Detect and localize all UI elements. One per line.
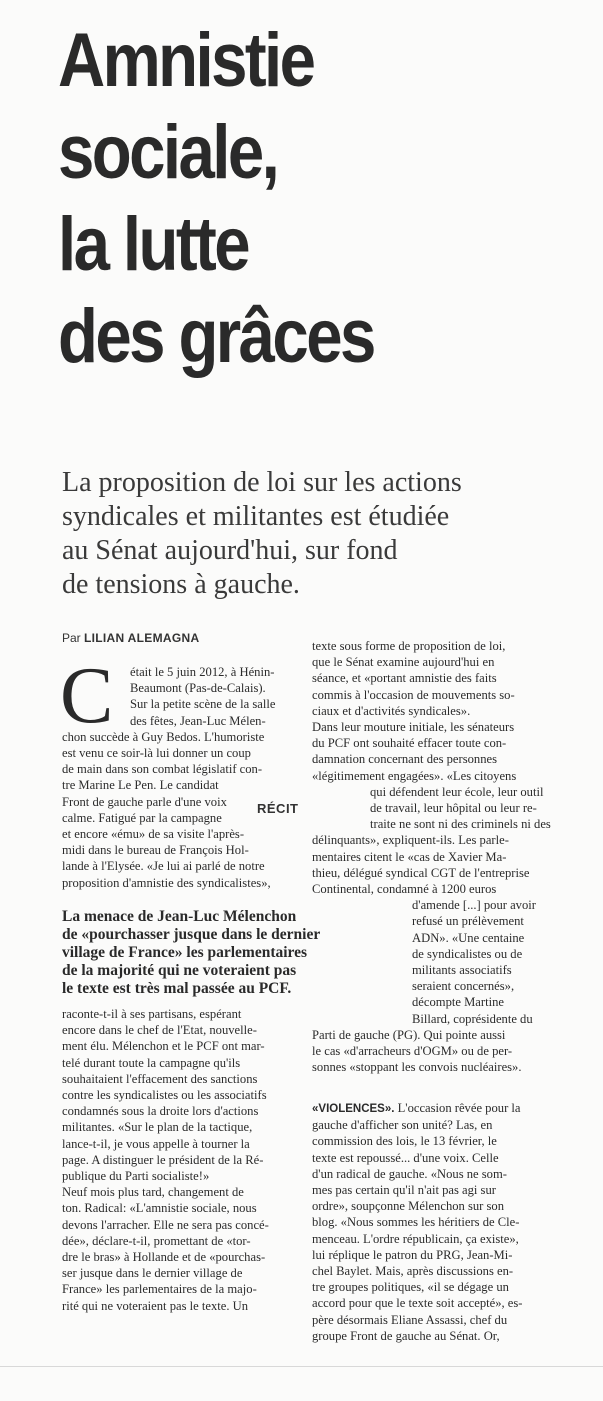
headline-line: des grâces bbox=[58, 294, 374, 379]
body-line: page. A distinguer le président de la Ré- bbox=[62, 1152, 264, 1167]
body-line: gauche d'afficher son unité? Las, en bbox=[312, 1118, 493, 1133]
body-line: délinquants», expliquent-ils. Les parle- bbox=[312, 833, 509, 848]
body-line: menceau. L'ordre républicain, ça existe», bbox=[312, 1231, 519, 1246]
body-line: décompte Martine bbox=[412, 995, 504, 1010]
body-line: texte sous forme de proposition de loi, bbox=[312, 639, 506, 653]
body-line: des fêtes, Jean-Luc Mélen- bbox=[130, 713, 266, 728]
body-line: dre le bras» à Hollande et de «pourchas- bbox=[62, 1250, 266, 1265]
standfirst-line: syndicales et militantes est étudiée bbox=[62, 501, 450, 532]
body-line: séance, et «portant amnistie des faits bbox=[312, 671, 497, 686]
subhead-label: «VIOLENCES». bbox=[312, 1103, 395, 1115]
body-line: sonnes «stoppant les convois nucléaires». bbox=[312, 1060, 522, 1075]
byline bbox=[62, 631, 199, 645]
body-line: tre Marine Le Pen. Le candidat bbox=[62, 778, 219, 793]
pull-quote-line: de la majorité qui ne voteraient pas bbox=[62, 962, 297, 979]
section-tag: RÉCIT bbox=[257, 801, 299, 816]
headline-line: la lutte bbox=[58, 202, 248, 287]
body-text: L'occasion rêvée pour la bbox=[394, 1101, 521, 1115]
body-line: raconte-t-il à ses partisans, espérant bbox=[62, 1007, 242, 1021]
body-line: ADN». «Une centaine bbox=[412, 930, 525, 945]
right-column-bottom bbox=[312, 1100, 555, 1344]
body-line: de travail, leur hôpital ou leur re- bbox=[370, 801, 537, 816]
body-line: texte est repoussé... d'une voix. Celle bbox=[312, 1150, 499, 1165]
byline-prefix: Par bbox=[62, 631, 81, 645]
body-line: mes pas certain qu'il n'ait pas agi sur bbox=[312, 1183, 496, 1198]
body-line: encore dans le chef de l'Etat, nouvelle- bbox=[62, 1023, 257, 1038]
standfirst-line: au Sénat aujourd'hui, sur fond bbox=[62, 535, 398, 566]
pull-quote-line: La menace de Jean-Luc Mélenchon bbox=[62, 908, 297, 925]
body-line: le cas «d'arracheurs d'OGM» ou de per- bbox=[312, 1044, 513, 1059]
body-line: rité qui ne voteraient pas le texte. Un bbox=[62, 1298, 249, 1313]
body-line: seraient concernés», bbox=[412, 979, 515, 994]
body-line: lande à l'Elysée. «Je lui ai parlé de notre bbox=[62, 859, 265, 874]
standfirst-line: de tensions à gauche. bbox=[62, 569, 300, 600]
body-line: père désormais Eliane Assassi, chef du bbox=[312, 1312, 508, 1327]
body-line: chon succède à Guy Bedos. L'humoriste bbox=[62, 729, 265, 744]
body-line: lance-t-il, je vous appelle à tourner la bbox=[62, 1136, 250, 1151]
body-line: Sur la petite scène de la salle bbox=[130, 697, 276, 712]
headline bbox=[58, 15, 374, 383]
body-line: ment élu. Mélenchon et le PCF ont mar- bbox=[62, 1039, 265, 1054]
body-line: est venu ce soir-là lui donner un coup bbox=[62, 746, 251, 761]
headline-line: sociale, bbox=[58, 110, 278, 195]
body-line: militantes. «Sur le plan de la tactique, bbox=[62, 1120, 253, 1135]
body-line: blog. «Nous sommes les héritiers de Cle- bbox=[312, 1215, 520, 1230]
body-line: contre les syndicalistes ou les associatifs bbox=[62, 1088, 267, 1103]
body-line: Dans leur mouture initiale, les sénateurs bbox=[312, 720, 515, 735]
body-line: damnation concernant des personnes bbox=[312, 752, 497, 767]
right-column-top bbox=[312, 638, 555, 1075]
body-line: ciaux et d'activités syndicales». bbox=[312, 703, 471, 718]
standfirst-line: La proposition de loi sur les actions bbox=[62, 467, 462, 498]
body-line: thieu, délégué syndical CGT de l'entreprise bbox=[312, 865, 530, 880]
body-line: publique du Parti socialiste!» bbox=[62, 1169, 210, 1184]
body-line: calme. Fatigué par la campagne bbox=[62, 810, 222, 825]
body-line: militants associatifs bbox=[412, 963, 512, 978]
body-line: commis à l'occasion de mouvements so- bbox=[312, 687, 515, 702]
body-line: lui réplique le patron du PRG, Jean-Mi- bbox=[312, 1247, 513, 1262]
body-line: refusé un prélèvement bbox=[412, 914, 524, 929]
body-line: telé durant toute la campagne qu'ils bbox=[62, 1055, 241, 1070]
body-line: et encore «ému» de sa visite l'après- bbox=[62, 827, 245, 842]
headline-line: Amnistie bbox=[58, 18, 314, 103]
body-line: accord pour que le texte soit accepté», es- bbox=[312, 1296, 523, 1311]
pull-quote-line: de «pourchasser jusque dans le dernier bbox=[62, 926, 321, 943]
left-column-bottom bbox=[62, 1006, 302, 1314]
standfirst bbox=[62, 466, 582, 602]
body-line: ser jusque dans le dernier village de bbox=[62, 1266, 243, 1281]
pull-quote-line: village de France» les parlementaires bbox=[62, 944, 308, 961]
drop-cap: C bbox=[60, 652, 114, 740]
byline-author: LILIAN ALEMAGNA bbox=[84, 631, 200, 645]
body-line: tre groupes politiques, «il se dégage un bbox=[312, 1280, 509, 1295]
body-line: commission des lois, le 13 février, le bbox=[312, 1134, 497, 1149]
body-line: dée», déclare-t-il, promettant de «tor- bbox=[62, 1233, 251, 1248]
pull-quote-line: le texte est très mal passée au PCF. bbox=[62, 980, 292, 997]
body-line: du PCF ont souhaité effacer toute con- bbox=[312, 736, 507, 751]
body-line: mentaires citent le «cas de Xavier Ma- bbox=[312, 849, 507, 864]
body-line: condamnés sous la droite lors d'actions bbox=[62, 1104, 259, 1119]
body-line: de main dans son combat législatif con- bbox=[62, 762, 263, 777]
body-line: France» les parlementaires de la majo- bbox=[62, 1282, 257, 1297]
body-line: «légitimement engagées». «Les citoyens bbox=[312, 768, 517, 783]
body-line: chel Baylet. Mais, après discussions en- bbox=[312, 1264, 514, 1279]
body-line: devons l'arracher. Elle ne sera pas concé- bbox=[62, 1217, 269, 1232]
page-edge-rule bbox=[0, 1366, 603, 1367]
body-line: que le Sénat examine aujourd'hui en bbox=[312, 655, 495, 670]
body-line: ordre», soupçonne Mélenchon sur son bbox=[312, 1199, 505, 1214]
left-column-top bbox=[62, 664, 302, 891]
body-line: Billard, coprésidente du bbox=[412, 1011, 533, 1026]
body-line: Beaumont (Pas-de-Calais). bbox=[130, 681, 266, 696]
body-line: Continental, condamné à 1200 euros bbox=[312, 882, 497, 897]
body-line: d'amende [...] pour avoir bbox=[412, 898, 536, 913]
body-line: Neuf mois plus tard, changement de bbox=[62, 1185, 244, 1200]
body-line: ton. Radical: «L'amnistie sociale, nous bbox=[62, 1201, 257, 1216]
body-line: souhaitaient l'effacement des sanctions bbox=[62, 1071, 258, 1086]
body-line: Parti de gauche (PG). Qui pointe aussi bbox=[312, 1027, 506, 1042]
body-line: d'un radical de gauche. «Nous ne som- bbox=[312, 1166, 507, 1181]
body-line: était le 5 juin 2012, à Hénin- bbox=[130, 665, 275, 679]
body-line: traite ne sont ni des criminels ni des bbox=[370, 817, 551, 832]
body-line: de syndicalistes ou de bbox=[412, 946, 523, 961]
body-line: midi dans le bureau de François Hol- bbox=[62, 843, 249, 858]
body-line: Front de gauche parle d'une voix bbox=[62, 794, 227, 809]
body-line: groupe Front de gauche au Sénat. Or, bbox=[312, 1328, 500, 1343]
body-line: proposition d'amnistie des syndicalistes», bbox=[62, 875, 271, 890]
body-line bbox=[312, 1100, 555, 1117]
body-line: qui défendent leur école, leur outil bbox=[370, 784, 544, 799]
